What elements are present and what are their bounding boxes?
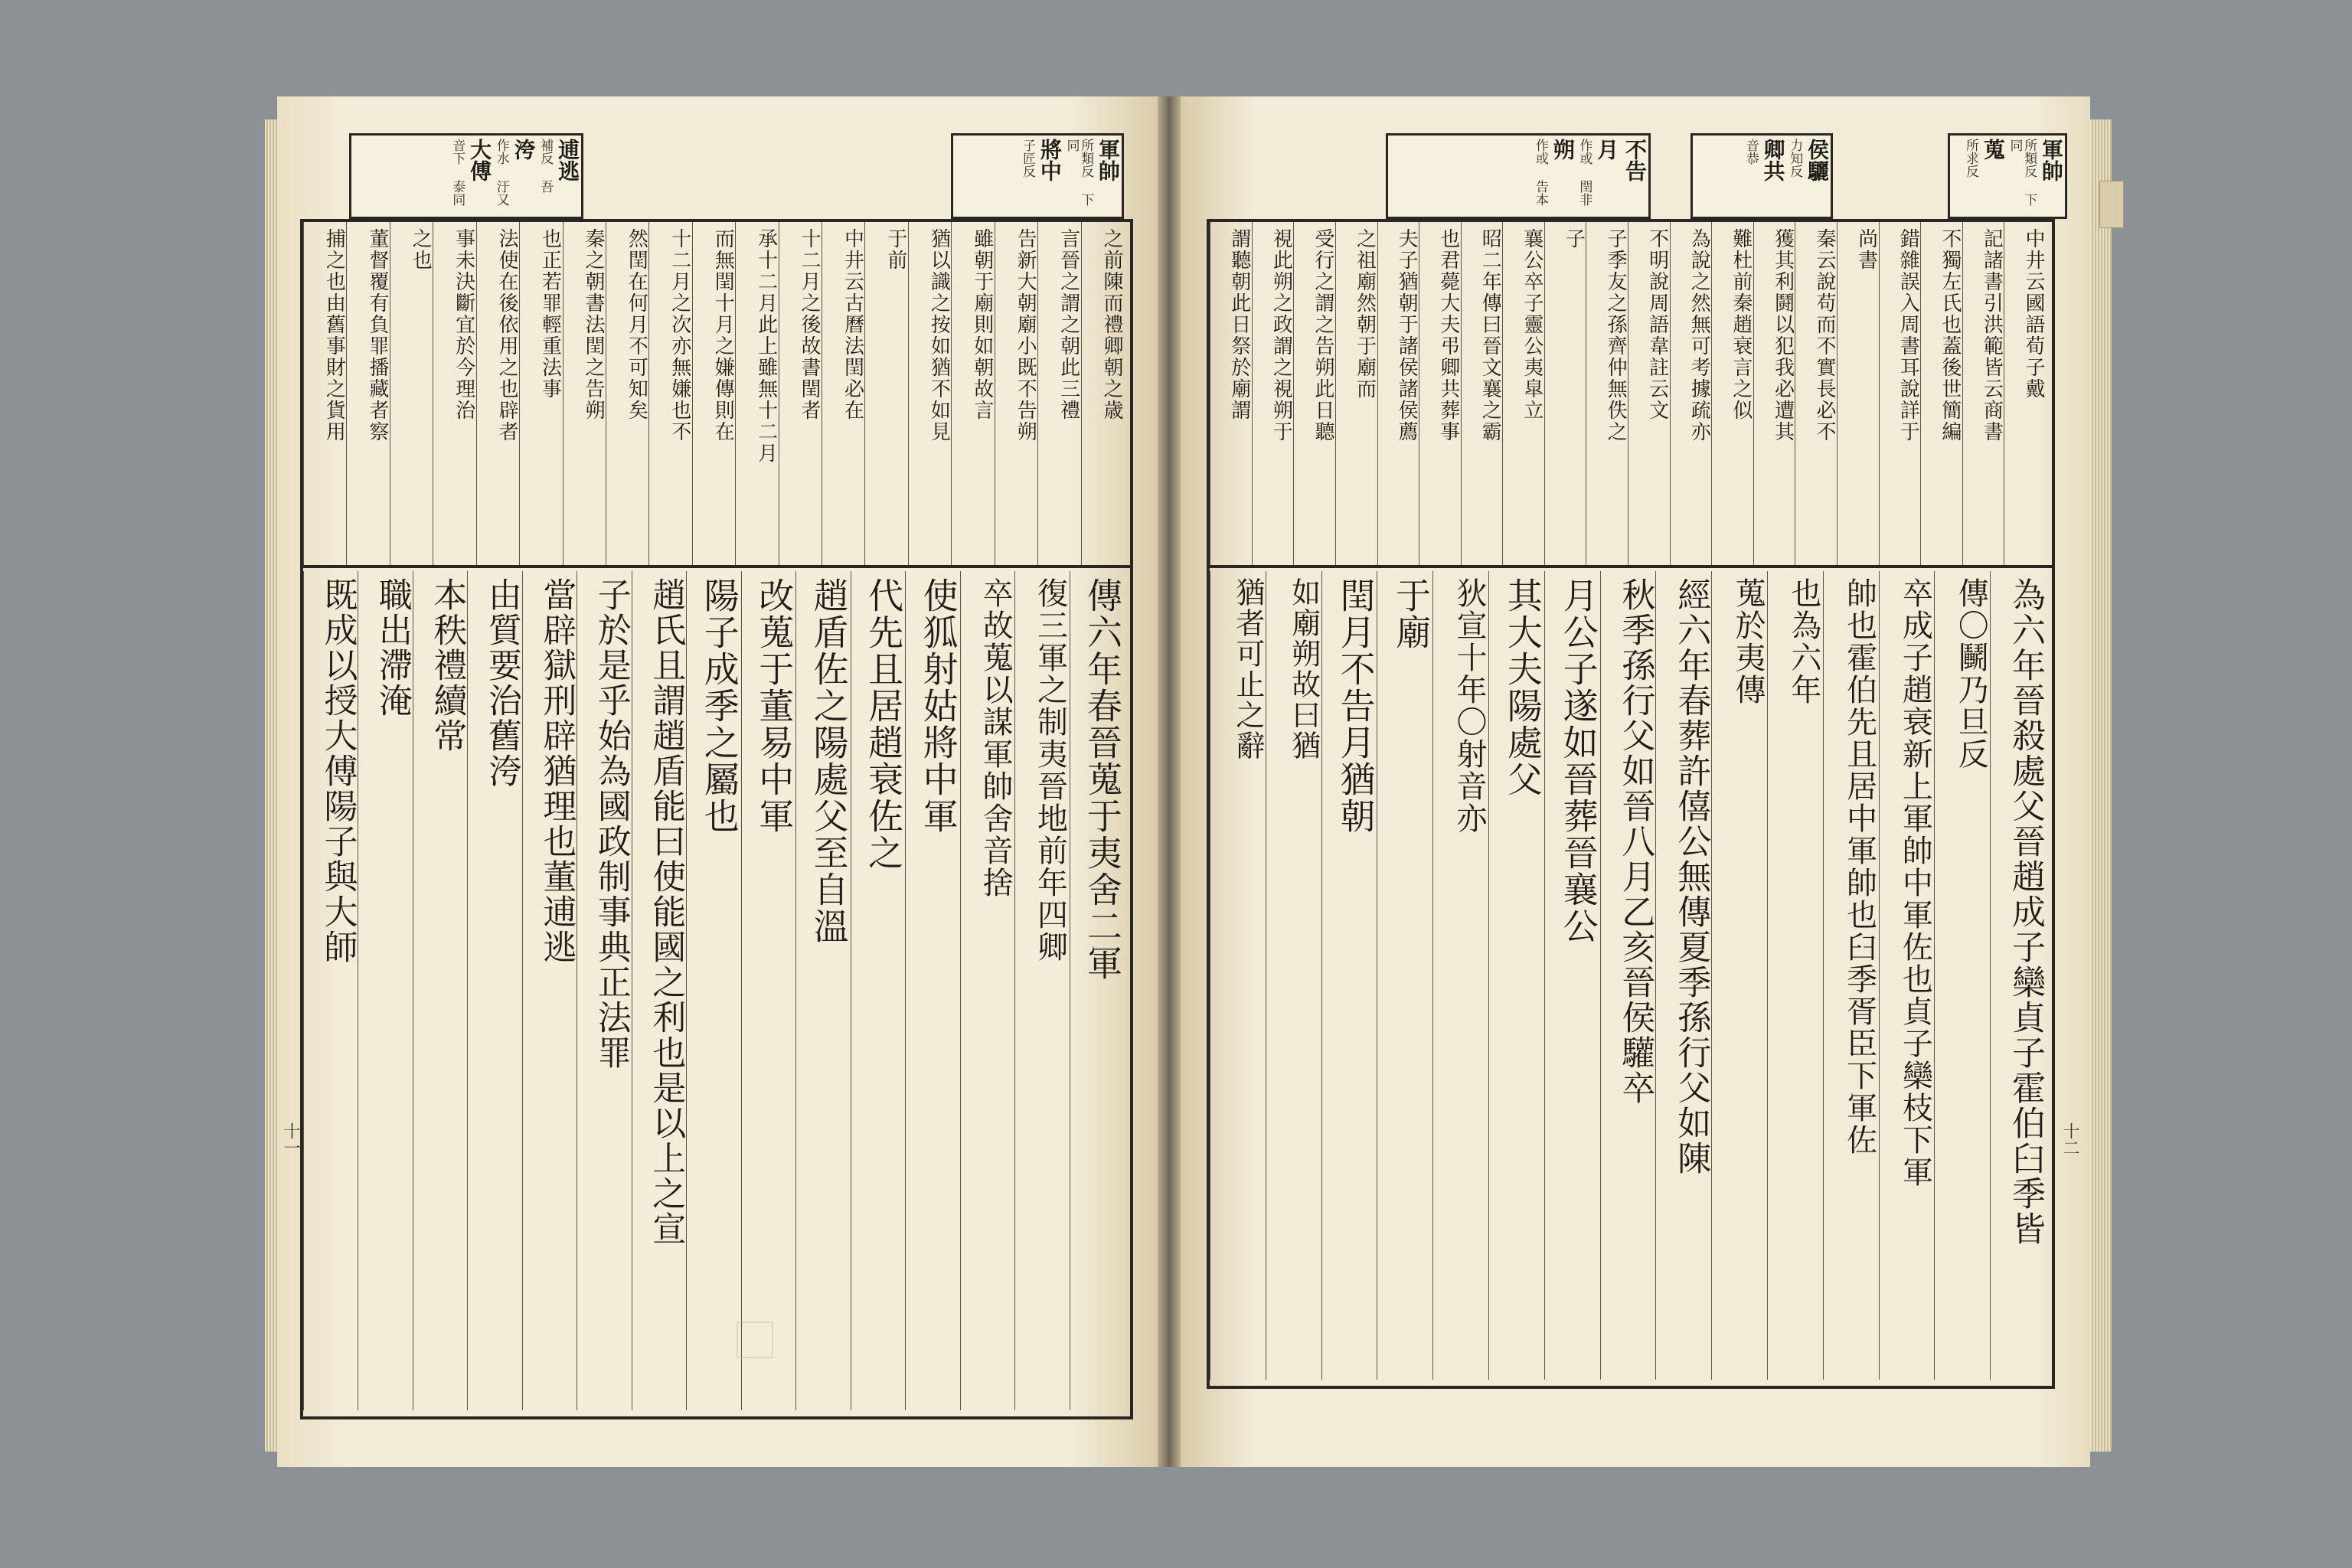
left-headnote-box-1 xyxy=(951,133,1124,219)
right-band-divider xyxy=(1207,565,2052,568)
headnote-term: 洿 xyxy=(511,139,537,160)
left-upper-commentary xyxy=(303,222,1124,568)
main-text-column: 狄宣十年〇射音亦 xyxy=(1432,571,1488,1380)
main-text-column: 其大夫陽處父 xyxy=(1488,571,1544,1380)
commentary-column: 之前陳而禮卿朝之歳 xyxy=(1081,222,1124,568)
headnote-gloss: 作或 閏非 xyxy=(1576,139,1592,206)
main-text-column: 傳〇鬭乃旦反 xyxy=(1934,571,1990,1380)
main-text-column: 傳六年春晉蒐于夷舍二軍 xyxy=(1070,571,1124,1410)
headnote-gloss: 所類反 下同 xyxy=(1063,139,1094,206)
headnote-gloss: 子匠反 xyxy=(1020,139,1036,178)
headnote-gloss: 補反 吾 xyxy=(537,139,554,193)
commentary-column: 之祖廟然朝于廟而 xyxy=(1335,222,1377,568)
commentary-column: 受行之謂之告朔此日聽 xyxy=(1293,222,1335,568)
main-text-column: 改蒐于董易中軍 xyxy=(741,571,795,1410)
page-edges-left xyxy=(265,119,277,1452)
book-gutter xyxy=(1158,96,1181,1467)
commentary-column: 為說之然無可考據疏亦 xyxy=(1670,222,1712,568)
commentary-column: 法使在後依用之也辟者 xyxy=(476,222,519,568)
commentary-column: 子季友之孫齊仲無佚之 xyxy=(1586,222,1628,568)
headnote-term: 卿共 xyxy=(1760,139,1786,181)
main-text-column: 秋季孫行父如晉八月乙亥晉侯驩卒 xyxy=(1600,571,1656,1380)
page-edges-right xyxy=(2090,119,2112,1452)
headnote-term: 大傅 xyxy=(467,139,493,181)
commentary-column: 事未決斷宜於今理治 xyxy=(433,222,475,568)
left-page xyxy=(277,96,1158,1467)
commentary-column: 雖朝于廟則如朝故言 xyxy=(951,222,994,568)
commentary-column: 難杜前秦趙衰言之似 xyxy=(1711,222,1753,568)
commentary-column: 不明說周語韋註云文 xyxy=(1628,222,1670,568)
main-text-column: 猶者可止之辭 xyxy=(1210,571,1266,1380)
headnote-gloss: 所類反 下同 xyxy=(2007,139,2037,206)
right-upper-commentary xyxy=(1210,222,2046,568)
commentary-column: 然閏在何月不可知矣 xyxy=(606,222,648,568)
commentary-column: 視此朔之政謂之視朔于 xyxy=(1252,222,1294,568)
main-text-column: 于廟 xyxy=(1377,571,1432,1380)
main-text-column: 陽子成季之屬也 xyxy=(686,571,740,1410)
main-text-column: 卒成子趙衰新上軍帥中軍佐也貞子欒枝下軍 xyxy=(1879,571,1935,1380)
commentary-column: 秦之朝書法閏之告朔 xyxy=(563,222,606,568)
headnote-gloss: 音下 泰同 xyxy=(449,139,466,206)
open-book xyxy=(277,96,2090,1467)
headnote-term: 月 xyxy=(1594,139,1620,160)
commentary-column: 昭二年傳曰晉文襄之霸 xyxy=(1461,222,1503,568)
main-text-column: 帥也霍伯先且居中軍帥也臼季胥臣下軍佐 xyxy=(1823,571,1879,1380)
headnote-gloss: 作或 告本 xyxy=(1532,139,1548,206)
commentary-column: 于前 xyxy=(864,222,907,568)
left-folio-number: 十一 xyxy=(281,1122,300,1156)
commentary-column: 言晉之謂之朝此三禮 xyxy=(1037,222,1080,568)
main-text-column: 由質要治舊洿 xyxy=(467,571,521,1410)
right-folio-number: 十二 xyxy=(2060,1122,2079,1156)
commentary-column: 子 xyxy=(1544,222,1586,568)
main-text-column: 職出滯淹 xyxy=(358,571,412,1410)
headnote-gloss: 音恭 xyxy=(1743,139,1759,165)
commentary-column: 記諸書引洪範皆云商書 xyxy=(1962,222,2004,568)
main-text-column: 既成以授大傅陽子與大師 xyxy=(303,571,358,1410)
commentary-column: 中井云古曆法閏必在 xyxy=(822,222,864,568)
left-band-divider xyxy=(300,565,1130,568)
headnote-term: 軍帥 xyxy=(1096,139,1121,181)
headnote-gloss: 作水 汙又 xyxy=(493,139,509,206)
main-text-column: 蒐於夷傳 xyxy=(1711,571,1767,1380)
main-text-column: 當辟獄刑辟猶理也董逋逃 xyxy=(522,571,577,1410)
page-tab xyxy=(2099,181,2124,228)
commentary-column: 之也 xyxy=(390,222,433,568)
headnote-term: 朔 xyxy=(1550,139,1576,160)
commentary-column: 而無閏十月之嫌傳則在 xyxy=(692,222,735,568)
headnote-term: 軍帥 xyxy=(2039,139,2064,181)
main-text-column: 月公子遂如晉葬晉襄公 xyxy=(1544,571,1600,1380)
headnote-term: 將中 xyxy=(1037,139,1063,181)
commentary-column: 秦云說苟而不實長必不 xyxy=(1795,222,1837,568)
main-text-column: 趙盾佐之陽處父至自溫 xyxy=(795,571,850,1410)
commentary-column: 十二月之後故書閏者 xyxy=(779,222,822,568)
main-text-column: 經六年春葬許僖公無傳夏季孫行父如陳 xyxy=(1655,571,1711,1380)
headnote-term: 逋逃 xyxy=(555,139,580,181)
main-text-column: 使狐射姑將中軍 xyxy=(905,571,959,1410)
commentary-column: 錯雜誤入周書耳說詳于 xyxy=(1879,222,1921,568)
left-main-text xyxy=(303,571,1124,1410)
commentary-column: 承十二月此上雖無十二月 xyxy=(735,222,778,568)
headnote-term: 侯驪 xyxy=(1805,139,1830,181)
main-text-column: 也為六年 xyxy=(1767,571,1823,1380)
faded-stamp xyxy=(737,1321,773,1358)
main-text-column: 代先且居趙衰佐之 xyxy=(851,571,905,1410)
headnote-term: 不告 xyxy=(1622,139,1648,181)
commentary-column: 捕之也由舊事財之貨用 xyxy=(303,222,346,568)
right-page xyxy=(1181,96,2090,1467)
main-text-column: 子於是乎始為國政制事典正法罪 xyxy=(577,571,631,1410)
left-headnote-box-2 xyxy=(349,133,583,219)
right-main-text xyxy=(1210,571,2046,1380)
main-text-column: 閏月不告月猶朝 xyxy=(1321,571,1377,1380)
headnote-term: 蒐 xyxy=(1980,139,2006,160)
headnote-gloss: 所求反 xyxy=(1963,139,1979,178)
commentary-column: 也正若罪輕重法事 xyxy=(519,222,562,568)
commentary-column: 夫子猶朝于諸侯諸侯薦 xyxy=(1377,222,1419,568)
commentary-column: 尚書 xyxy=(1837,222,1879,568)
commentary-column: 不獨左氏也蓋後世簡編 xyxy=(1920,222,1962,568)
main-text-column: 趙氏且謂趙盾能曰使能國之利也是以上之宣 xyxy=(632,571,686,1410)
right-headnote-box-1 xyxy=(1948,133,2067,219)
commentary-column: 告新大朝廟小既不告朔 xyxy=(995,222,1037,568)
main-text-column: 本秩禮續常 xyxy=(413,571,467,1410)
commentary-column: 中井云國語荀子戴 xyxy=(2004,222,2046,568)
commentary-column: 謂聽朝此日祭於廟謂 xyxy=(1210,222,1252,568)
commentary-column: 襄公卒子靈公夷皐立 xyxy=(1502,222,1544,568)
commentary-column: 董督覆有負罪播藏者察 xyxy=(346,222,389,568)
commentary-column: 猶以識之按如猶不如見 xyxy=(908,222,951,568)
headnote-gloss: 力知反 xyxy=(1787,139,1803,178)
right-headnote-box-2 xyxy=(1690,133,1833,219)
commentary-column: 也君薨大夫弔卿共葬事 xyxy=(1419,222,1461,568)
commentary-column: 十二月之次亦無嫌也不 xyxy=(648,222,691,568)
commentary-column: 獲其利鬪以犯我必遭其 xyxy=(1753,222,1795,568)
main-text-column: 為六年晉殺處父晉趙成子欒貞子霍伯臼季皆 xyxy=(1990,571,2046,1380)
right-headnote-box-3 xyxy=(1386,133,1651,219)
main-text-column: 復三軍之制夷晉地前年四卿 xyxy=(1014,571,1069,1410)
main-text-column: 卒故蒐以謀軍帥舍音捨 xyxy=(960,571,1014,1410)
main-text-column: 如廟朔故曰猶 xyxy=(1266,571,1321,1380)
